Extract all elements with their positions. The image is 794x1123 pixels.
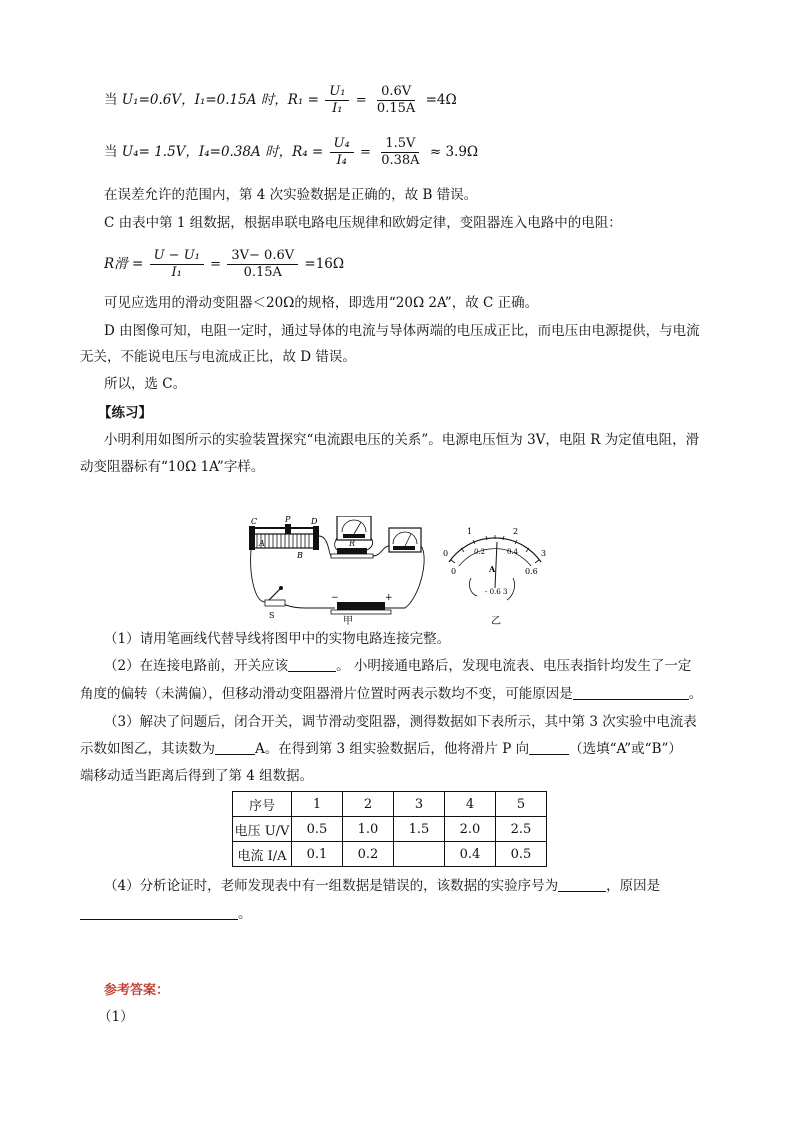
caption-right: 乙 (491, 616, 501, 626)
switch (265, 586, 285, 620)
ammeter-dial (443, 527, 546, 600)
table-cell: 0.2 (343, 842, 394, 867)
dial-inner-04: 0.4 (507, 548, 519, 556)
caption-left: 甲 (343, 616, 353, 626)
table-cell: 5 (496, 792, 547, 817)
fraction-values-1 (373, 84, 419, 117)
frac-den: 0.15A (376, 101, 416, 116)
text-prefix: 当 (104, 144, 118, 160)
table-row (233, 842, 547, 867)
table-cell: 1 (292, 792, 343, 817)
answer-blank-index[interactable] (558, 877, 606, 892)
table-cell (394, 842, 445, 867)
dial-top-1: 1 (467, 527, 473, 536)
table-cell: 1.5 (394, 817, 445, 842)
equals-sign: = (360, 145, 371, 160)
table-cell: 2.0 (445, 817, 496, 842)
frac-num: U₁ (325, 84, 349, 101)
switch-label: S (269, 611, 275, 620)
question-4-line-2 (80, 904, 252, 924)
dial-inner-02: 0.2 (474, 548, 486, 556)
text-line: 无关，不能说电压与电流成正比，故 D 错误。 (80, 349, 356, 365)
q2-text-b: 。 小明接通电路后，发现电流表、电压表指针均发生了一定 (336, 658, 692, 674)
solution-line-r4 (104, 136, 478, 169)
frac-num: 3V− 0.6V (227, 248, 298, 265)
fraction-u1-i1 (325, 84, 349, 117)
section-heading: 【练习】 (98, 405, 152, 421)
question-3-line-2 (80, 739, 682, 759)
q4-text-b: ，原因是 (606, 878, 661, 894)
result-text: ≈ 3.9Ω (429, 144, 479, 160)
text-line: 小明利用如图所示的实验装置探究“电流跟电压的关系”。电源电压恒为 3V，电阻 R 为定值电阻，滑 (104, 432, 700, 448)
solution-line-r1 (104, 84, 457, 117)
equals-sign: = (355, 93, 367, 108)
dial-top-3: 3 (541, 549, 547, 558)
result-text: =16Ω (304, 256, 345, 272)
circuit-diagram (245, 516, 565, 626)
table-cell: 序号 (233, 792, 292, 817)
equals-sign: = (210, 257, 222, 272)
table-cell: 0.5 (496, 842, 547, 867)
answer-title: 参考答案： (104, 983, 170, 998)
q3-text-b: A。在得到第 3 组实验数据后，他将滑片 P 向 (255, 741, 530, 757)
table-cell: 0.1 (292, 842, 343, 867)
dial-top-0: 0 (443, 549, 449, 558)
question-3-line-1: （3）解决了问题后，闭合开关，调节滑动变阻器，测得数据如下表所示，其中第 3 次实验中电流表 (104, 714, 697, 730)
table-header-row (233, 792, 547, 817)
rheostat-label-a: A (259, 539, 265, 548)
dial-top-2: 2 (513, 527, 519, 536)
text-line: 可见应选用的滑动变阻器＜20Ω的规格，即选用“20Ω 2A”，故 C 正确。 (104, 295, 539, 311)
question-1: （1）请用笔画线代替导线将图甲中的实物电路连接完整。 (104, 631, 451, 647)
answer-blank-reading[interactable] (215, 740, 255, 755)
fraction-values-4 (377, 136, 423, 169)
dial-unit: A (489, 564, 496, 574)
question-2-line-2 (80, 684, 702, 704)
data-table (232, 791, 547, 867)
answer-blank-reason[interactable] (573, 685, 689, 700)
table-cell: 3 (394, 792, 445, 817)
frac-den: 0.15A (243, 265, 282, 280)
rheostat-label-c: C (251, 517, 258, 526)
text-line: C 由表中第 1 组数据，根据串联电路电压规律和欧姆定律，变阻器连入电路中的电阻： (104, 215, 622, 231)
answer-blank-switch[interactable] (288, 657, 336, 672)
question-4-line-1 (104, 876, 660, 896)
fraction-values-slide (227, 248, 298, 281)
text-vars: U₄= 1.5V，I₄=0.38A 时，R₄ = (121, 144, 324, 160)
resistor (331, 539, 373, 558)
table-row (233, 817, 547, 842)
question-3-line-3: 端移动适当距离后得到了第 4 组数据。 (80, 768, 314, 784)
battery-minus-label: − (331, 593, 339, 603)
q2-text-d: 。 (688, 686, 703, 702)
rheostat (249, 516, 319, 560)
fraction-u4-i4 (330, 136, 354, 169)
text-line: 所以，选 C。 (104, 376, 187, 392)
q3-text-c: （选填“A”或“B”） (569, 741, 682, 757)
frac-num: U₄ (330, 136, 354, 153)
table-cell: 2.5 (496, 817, 547, 842)
dial-terminals: - 0.6 3 (485, 588, 508, 596)
result-text: =4Ω (425, 92, 457, 108)
table-cell: 0.4 (445, 842, 496, 867)
resistor-label: R (349, 539, 356, 548)
text-line: 动变阻器标有“10Ω 1A”字样。 (80, 459, 265, 475)
text-line: 在误差允许的范围内，第 4 次实验数据是正确的，故 B 错误。 (104, 187, 478, 203)
table-cell: 电流 I/A (233, 842, 292, 867)
rheostat-label-p: P (285, 516, 291, 524)
text-line: D 由图像可知，电阻一定时，通过导体的电流与导体两端的电压成正比，而电压由电源提供，与电流 (104, 323, 700, 339)
frac-num: U − U₁ (150, 248, 204, 265)
table-cell: 0.5 (292, 817, 343, 842)
q4-text-c: 。 (238, 906, 252, 922)
rheostat-label-b: B (297, 551, 303, 560)
frac-den: 0.38A (381, 153, 420, 168)
question-2-line-1 (104, 656, 691, 676)
q2-text-c: 角度的偏转（未满偏），但移动滑动变阻器滑片位置时两表示数均不变，可能原因是 (80, 686, 573, 702)
q4-text-a: （4）分析论证时，老师发现表中有一组数据是错误的，该数据的实验序号为 (104, 878, 559, 894)
fraction-u-minus-u1 (150, 248, 204, 281)
answer-blank-direction[interactable] (529, 740, 569, 755)
battery-plus-label: + (385, 593, 393, 603)
table-cell: 2 (343, 792, 394, 817)
table-cell: 4 (445, 792, 496, 817)
table-cell: 1.0 (343, 817, 394, 842)
answer-item-1: （1） (98, 1009, 134, 1025)
circuit-figure (245, 516, 565, 626)
voltmeter (337, 516, 371, 540)
text-prefix: 当 (104, 92, 118, 108)
solution-line-r-slide (104, 248, 344, 281)
lhs-text: R滑 = (104, 256, 144, 272)
frac-den: I₄ (336, 153, 347, 168)
frac-den: I₁ (332, 101, 343, 116)
rheostat-label-d: D (311, 517, 318, 526)
dial-bottom-06: 0.6 (525, 567, 538, 576)
frac-num: 0.6V (377, 84, 415, 101)
q2-text-a: （2）在连接电路前，开关应该 (104, 658, 289, 674)
ammeter (389, 528, 421, 552)
text-vars: U₁=0.6V，I₁=0.15A 时，R₁ = (121, 92, 319, 108)
table-cell: 电压 U/V (233, 817, 292, 842)
dial-bottom-0: 0 (451, 567, 457, 576)
answer-blank-cause[interactable] (80, 905, 238, 920)
q3-text-a: 示数如图乙，其读数为 (80, 741, 215, 757)
battery (331, 593, 393, 614)
frac-den: I₁ (171, 265, 182, 280)
frac-num: 1.5V (381, 136, 419, 153)
